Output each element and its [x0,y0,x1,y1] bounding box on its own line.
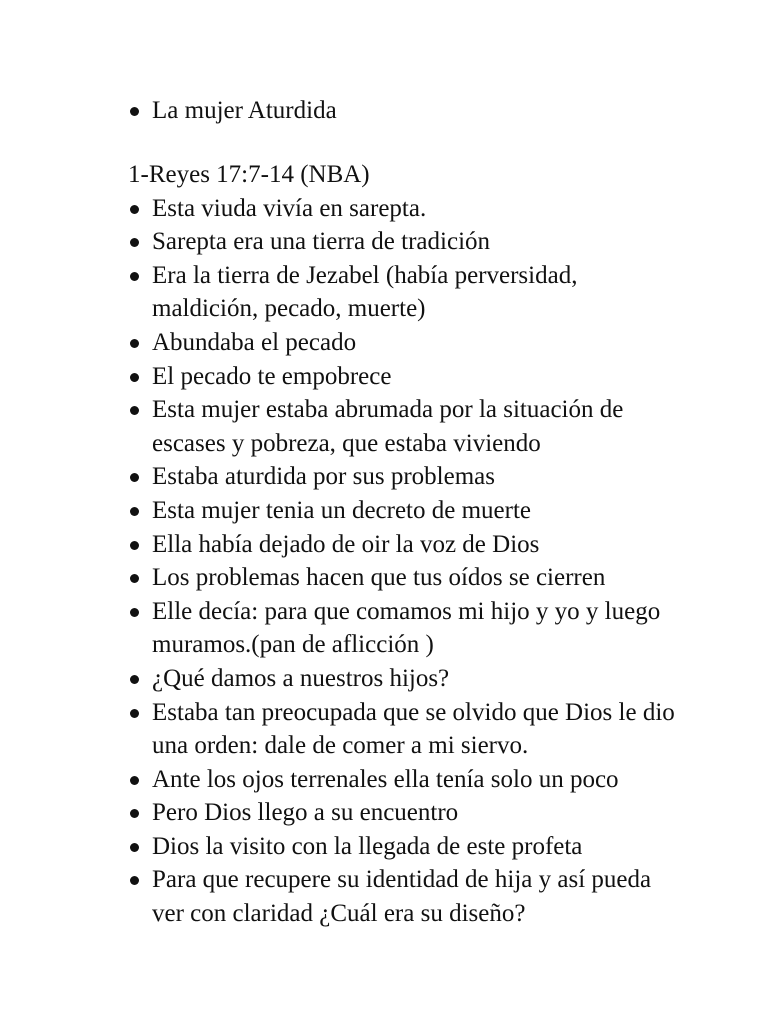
list-item: Esta mujer tenia un decreto de muerte [128,494,688,528]
list-item: Esta mujer estaba abrumada por la situación de escases y pobreza, que estaba viviendo [128,393,688,460]
list-item: Abundaba el pecado [128,326,688,360]
list-item: Los problemas hacen que tus oídos se cierren [128,561,688,595]
title-list [128,94,688,128]
bullet-list [128,192,688,931]
list-item: Pero Dios llego a su encuentro [128,796,688,830]
list-item: Estaba aturdida por sus problemas [128,460,688,494]
list-item: Elle decía: para que comamos mi hijo y yo y luego muramos.(pan de aflicción ) [128,595,688,662]
list-item: Era la tierra de Jezabel (había perversidad, maldición, pecado, muerte) [128,259,688,326]
list-item: Ella había dejado de oir la voz de Dios [128,528,688,562]
list-item: El pecado te empobrece [128,360,688,394]
list-item: Esta viuda vivía en sarepta. [128,192,688,226]
list-item: Ante los ojos terrenales ella tenía solo un poco [128,763,688,797]
list-item: Sarepta era una tierra de tradición [128,225,688,259]
list-item: Dios la visito con la llegada de este profeta [128,830,688,864]
scripture-reference: 1-Reyes 17:7-14 (NBA) [128,161,370,188]
title-bullet: La mujer Aturdida [128,94,688,128]
list-item: ¿Qué damos a nuestros hijos? [128,662,688,696]
list-item: Estaba tan preocupada que se olvido que Dios le dio una orden: dale de comer a mi siervo. [128,696,688,763]
title-section [128,94,688,128]
main-section [128,158,688,931]
list-item: Para que recupere su identidad de hija y así pueda ver con claridad ¿Cuál era su diseño? [128,863,688,930]
